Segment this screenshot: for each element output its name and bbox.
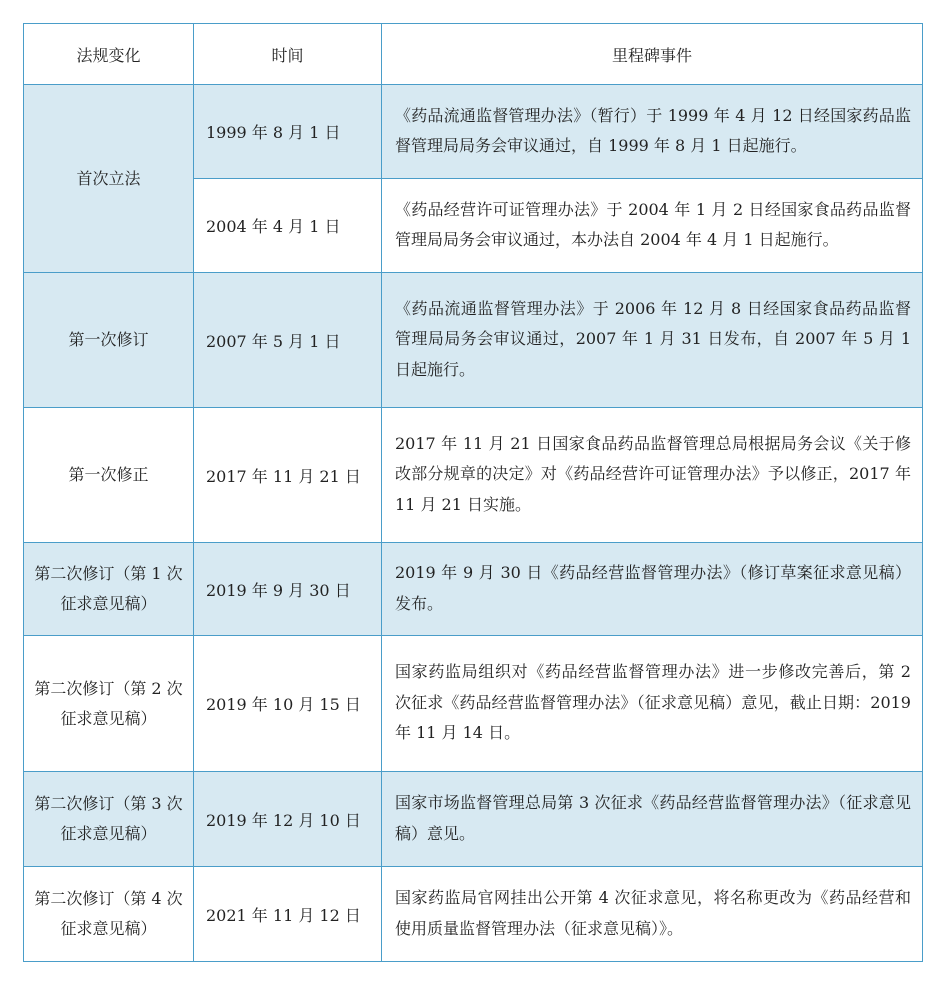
header-change: 法规变化 [24, 24, 194, 85]
date-cell: 2017 年 11 月 21 日 [194, 408, 382, 543]
event-cell: 《药品流通监督管理办法》于 2006 年 12 月 8 日经国家食品药品监督管理局局务会审议通过，2007 年 1 月 31 日发布，自 2007 年 5 月 1 日起施行。 [382, 273, 923, 408]
change-cell: 第一次修正 [24, 408, 194, 543]
table-row [24, 273, 923, 408]
event-cell: 2019 年 9 月 30 日《药品经营监督管理办法》（修订草案征求意见稿）发布。 [382, 543, 923, 636]
event-cell: 国家药监局官网挂出公开第 4 次征求意见，将名称更改为《药品经营和使用质量监督管理办法（征求意见稿）》。 [382, 867, 923, 962]
regulation-timeline-table [23, 23, 923, 962]
change-cell: 第二次修订（第 1 次征求意见稿） [24, 543, 194, 636]
change-cell: 第二次修订（第 2 次征求意见稿） [24, 636, 194, 772]
date-cell: 2021 年 11 月 12 日 [194, 867, 382, 962]
date-cell: 1999 年 8 月 1 日 [194, 85, 382, 179]
table-row [24, 867, 923, 962]
event-cell: 国家药监局组织对《药品经营监督管理办法》进一步修改完善后，第 2 次征求《药品经营监督管理办法》（征求意见稿）意见，截止日期：2019 年 11 月 14 日。 [382, 636, 923, 772]
header-date: 时间 [194, 24, 382, 85]
date-cell: 2019 年 12 月 10 日 [194, 772, 382, 867]
table-row [24, 772, 923, 867]
date-cell: 2007 年 5 月 1 日 [194, 273, 382, 408]
date-cell: 2019 年 9 月 30 日 [194, 543, 382, 636]
table-row [24, 543, 923, 636]
event-cell: 2017 年 11 月 21 日国家食品药品监督管理总局根据局务会议《关于修改部分规章的决定》对《药品经营许可证管理办法》予以修正，2017 年 11 月 21 日实施。 [382, 408, 923, 543]
event-cell: 国家市场监督管理总局第 3 次征求《药品经营监督管理办法》（征求意见稿）意见。 [382, 772, 923, 867]
date-cell: 2004 年 4 月 1 日 [194, 179, 382, 273]
change-cell: 第二次修订（第 4 次征求意见稿） [24, 867, 194, 962]
change-cell: 第一次修订 [24, 273, 194, 408]
event-cell: 《药品流通监督管理办法》（暂行）于 1999 年 4 月 12 日经国家药品监督管理局局务会审议通过，自 1999 年 8 月 1 日起施行。 [382, 85, 923, 179]
table-row [24, 408, 923, 543]
table-row [24, 636, 923, 772]
change-cell: 首次立法 [24, 85, 194, 273]
table-row [24, 85, 923, 179]
change-cell: 第二次修订（第 3 次征求意见稿） [24, 772, 194, 867]
event-cell: 《药品经营许可证管理办法》于 2004 年 1 月 2 日经国家食品药品监督管理局局务会审议通过，本办法自 2004 年 4 月 1 日起施行。 [382, 179, 923, 273]
date-cell: 2019 年 10 月 15 日 [194, 636, 382, 772]
header-row [24, 24, 923, 85]
header-event: 里程碑事件 [382, 24, 923, 85]
